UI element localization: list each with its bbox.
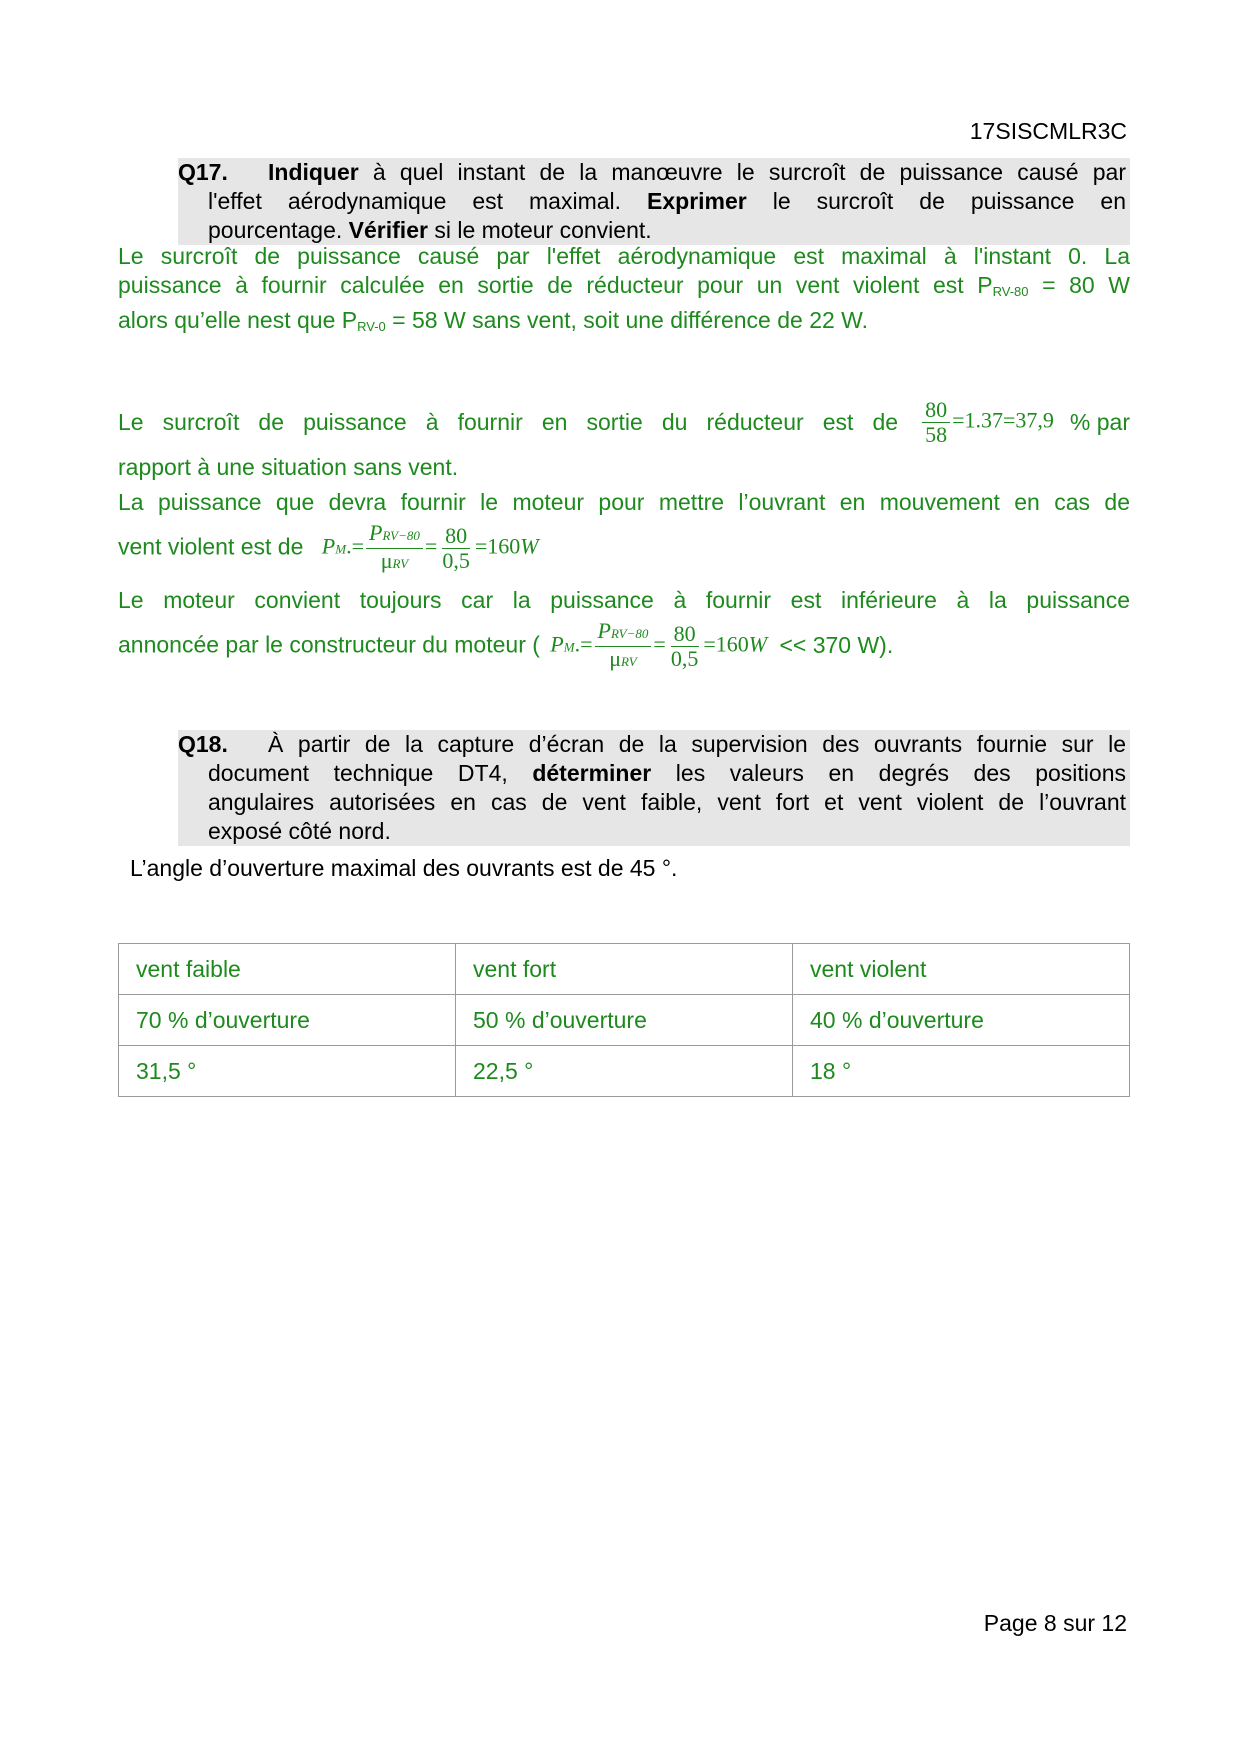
symbol-prv-sub: RV−80 xyxy=(382,528,420,543)
table-cell: 22,5 ° xyxy=(456,1046,793,1097)
q18-line-2 xyxy=(178,759,1126,788)
q18-line-3: angulaires autorisées en cas de vent faible, vent fort et vent violent de l’ouvrant xyxy=(208,789,1126,815)
a17-p1-line-1: Le surcroît de puissance causé par l'effet aérodynamique est maximal à l'instant 0. La xyxy=(118,243,1130,269)
table-cell: 70 % d’ouverture xyxy=(119,995,456,1046)
fraction-80-58 xyxy=(922,398,950,447)
a17-p1-line-2-text: puissance à fournir calculée en sortie de réducteur pour un vent violent est P xyxy=(118,272,993,298)
fraction-80: 80 xyxy=(671,622,699,647)
table-row xyxy=(119,1046,1130,1097)
q17-text-5: si le moteur convient. xyxy=(427,217,652,243)
q17-line-1 xyxy=(178,158,1126,187)
q17-line-2 xyxy=(178,187,1126,216)
unit-w: W xyxy=(748,631,768,657)
q17-text-4: pourcentage. xyxy=(208,217,349,243)
equals-2: = xyxy=(653,631,666,657)
q18-text-2b: les valeurs en degrés des positions xyxy=(651,760,1126,786)
answer-q17-paragraph-4 xyxy=(118,586,1130,674)
fraction-prv-mu xyxy=(595,619,652,674)
table-row xyxy=(119,995,1130,1046)
table-cell: 18 ° xyxy=(793,1046,1130,1097)
document-code: 17SISCMLR3C xyxy=(969,118,1127,144)
table-cell: 31,5 ° xyxy=(119,1046,456,1097)
a17-p4-text: annoncée par le constructeur du moteur ( xyxy=(118,631,540,658)
a17-p1-line-2-end: = 80 W xyxy=(1028,272,1130,298)
a17-p2-text: Le surcroît de puissance à fournir en sortie du réducteur est de xyxy=(118,409,899,435)
symbol-mu: μ xyxy=(609,646,622,671)
a17-p3-line-1: La puissance que devra fournir le moteur pour mettre l’ouvrant en mouvement en cas de xyxy=(118,489,1130,515)
subscript-rv0: RV-0 xyxy=(357,319,386,334)
a17-p2-percent-par: % par xyxy=(1069,409,1130,435)
result-160: =160 xyxy=(474,533,521,559)
table-cell: vent fort xyxy=(456,944,793,995)
fraction-mu xyxy=(606,647,639,674)
fraction-80: 80 xyxy=(442,524,470,549)
fraction-80-05 xyxy=(668,622,702,671)
q18-text-2a: document technique DT4, xyxy=(208,760,533,786)
table-cell: vent violent xyxy=(793,944,1130,995)
fraction-prv-mu xyxy=(366,521,423,576)
symbol-pm-sub: M xyxy=(563,639,575,655)
table-cell: 40 % d’ouverture xyxy=(793,995,1130,1046)
symbol-pm: P xyxy=(321,533,336,559)
q18-text-1: À partir de la capture d’écran de la supervision des ouvrants fournie sur le xyxy=(268,731,1126,757)
percentage-result: =1.37=37,9 xyxy=(952,407,1054,433)
q18-verb-determiner: déterminer xyxy=(532,760,652,786)
q18-line-4: exposé côté nord. xyxy=(208,818,391,844)
symbol-prv: P xyxy=(597,618,611,643)
answer-q17-paragraph-1 xyxy=(118,242,1130,341)
q17-verb-exprimer: Exprimer xyxy=(647,188,747,214)
a17-p2-line-1 xyxy=(118,398,1130,447)
page-number: Page 8 sur 12 xyxy=(983,1610,1127,1636)
q17-text-1: à quel instant de la manœuvre le surcroît de puissance causé par xyxy=(358,159,1126,185)
a17-p1-line-3-text: alors qu’elle nest que P xyxy=(118,307,358,333)
fraction-80-05 xyxy=(439,524,473,573)
q17-verb-verifier: Vérifier xyxy=(348,217,428,243)
a17-p1-line-2 xyxy=(118,271,1130,306)
a17-p4-line-2 xyxy=(118,619,1130,674)
q17-text-2: l'effet aérodynamique est maximal. xyxy=(208,188,648,214)
table-cell: 50 % d’ouverture xyxy=(456,995,793,1046)
percentage-formula xyxy=(920,398,1054,447)
symbol-prv-sub: RV−80 xyxy=(610,626,649,641)
fraction-mu xyxy=(378,549,411,576)
fraction-prv xyxy=(595,619,652,647)
q18-number: Q18. xyxy=(178,731,228,757)
answer-q17-paragraph-3 xyxy=(118,488,1130,576)
subscript-rv80: RV-80 xyxy=(992,284,1029,299)
question-q17 xyxy=(178,158,1130,245)
table-row xyxy=(119,944,1130,995)
symbol-prv: P xyxy=(369,520,383,545)
unit-w: W xyxy=(520,533,539,559)
equals-1: .= xyxy=(574,631,593,657)
fraction-05: 0,5 xyxy=(670,646,699,671)
q17-text-3: le surcroît de puissance en xyxy=(746,188,1126,214)
q17-verb-indiquer: Indiquer xyxy=(268,159,359,185)
equals-2: = xyxy=(424,533,438,559)
motor-power-formula-2 xyxy=(550,619,767,674)
q17-line-3 xyxy=(178,216,1126,245)
opening-angle-table xyxy=(118,943,1130,1097)
q17-number: Q17. xyxy=(178,159,228,185)
question-q18 xyxy=(178,730,1130,846)
symbol-pm: P xyxy=(550,631,564,657)
symbol-mu: μ xyxy=(380,548,393,573)
answer-q17-paragraph-2 xyxy=(118,398,1130,482)
q18-line-1 xyxy=(178,730,1126,759)
symbol-mu-sub: RV xyxy=(621,654,637,669)
table-cell: vent faible xyxy=(119,944,456,995)
a17-p4-comparison: << 370 W). xyxy=(779,631,894,658)
symbol-mu-sub: RV xyxy=(392,556,409,571)
symbol-pm-sub: M xyxy=(335,541,347,557)
a17-p1-line-3-end: = 58 W sans vent, soit une différence de 22 W. xyxy=(385,307,868,333)
motor-power-formula-1 xyxy=(322,521,539,576)
fraction-prv xyxy=(366,521,423,549)
a17-p4-line-1: Le moteur convient toujours car la puissance à fournir est inférieure à la puissance xyxy=(118,587,1130,613)
result-160: =160 xyxy=(703,631,749,657)
equals-1: .= xyxy=(346,533,365,559)
fraction-05: 0,5 xyxy=(442,548,470,573)
a17-p3-text: vent violent est de xyxy=(118,533,304,560)
fraction-numerator: 80 xyxy=(922,398,950,423)
a17-p3-line-2 xyxy=(118,521,1130,576)
fraction-denominator: 58 xyxy=(925,422,948,447)
a18-intro: L’angle d’ouverture maximal des ouvrants est de 45 °. xyxy=(130,855,678,881)
a17-p1-line-3 xyxy=(118,306,1130,341)
a17-p2-line-2: rapport à une situation sans vent. xyxy=(118,454,459,480)
